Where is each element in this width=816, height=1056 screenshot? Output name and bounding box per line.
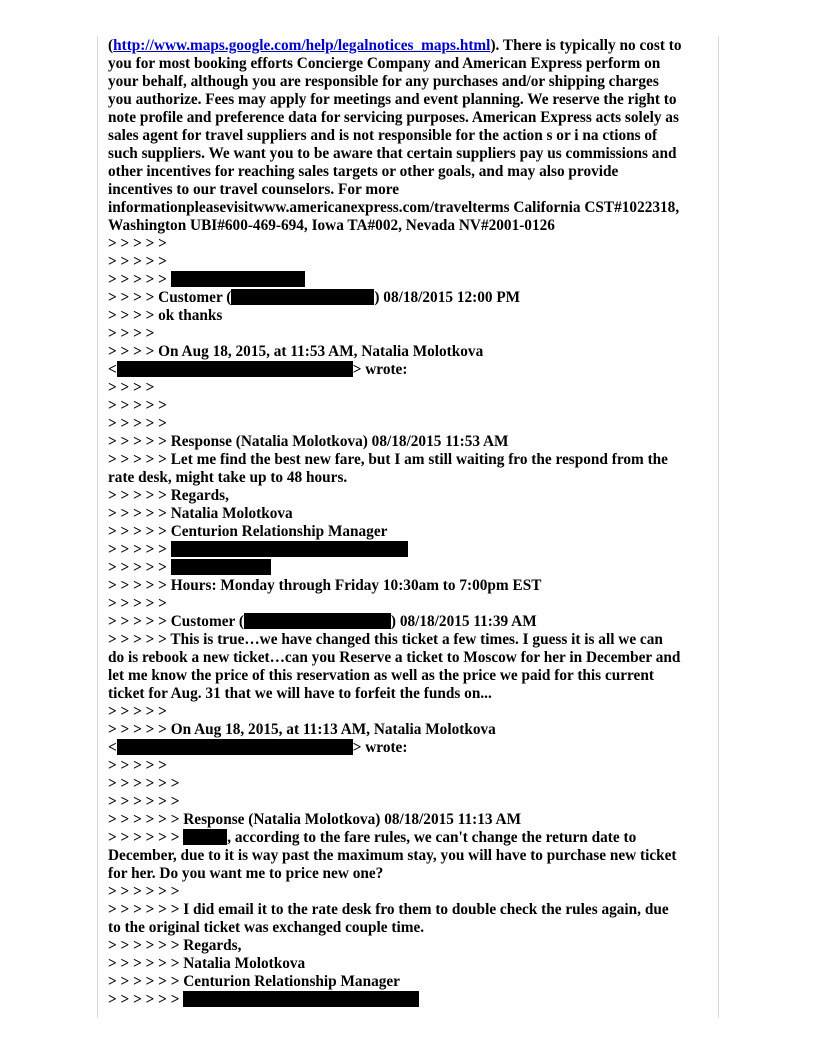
quote-line: > > > > >	[108, 397, 167, 414]
message-line: > > > > ok thanks	[108, 307, 223, 324]
message-line: to the original ticket was exchanged couple time.	[108, 919, 425, 936]
customer-header-line: > > > > Customer ( ) 08/18/2015 12:00 PM	[108, 289, 521, 306]
disclaimer-line: other incentives for reaching sales targets or other goals, and may also provide	[108, 163, 619, 180]
quote-line: > > > > >	[108, 253, 167, 270]
signature-line: > > > > > > Natalia Molotkova	[108, 955, 306, 972]
on-date-line: > > > > > On Aug 18, 2015, at 11:13 AM, Natalia Molotkova	[108, 721, 496, 738]
quote-line: > > > > > >	[108, 775, 180, 792]
disclaimer-line: (http://www.maps.google.com/help/legalnotices_maps.html). There is typically no cost to	[108, 37, 682, 54]
message-line: let me know the price of this reservation as well as the price we paid for this current	[108, 667, 654, 684]
signature-line: > > > > > Regards,	[108, 487, 229, 504]
disclaimer-line: informationpleasevisitwww.americanexpress.com/travelterms California CST#1022318,	[108, 199, 680, 216]
signature-line: > > > > > Natalia Molotkova	[108, 505, 293, 522]
disclaimer-line: note profile and preference data for servicing purposes. American Express acts solely as	[108, 109, 679, 126]
quote-line: > > > > >	[108, 559, 718, 577]
legal-notices-link[interactable]: http://www.maps.google.com/help/legalnotices_maps.html	[113, 37, 491, 54]
message-line: for her. Do you want me to price new one?	[108, 865, 384, 882]
disclaimer-line: you for most booking efforts Concierge Company and American Express perform on	[108, 55, 661, 72]
quote-line: > > > > >	[108, 757, 167, 774]
quote-line: > > > > >	[108, 415, 167, 432]
message-line: > > > > > Let me find the best new fare, but I am still waiting fro the respond from the	[108, 451, 668, 468]
customer-header-line: > > > > > Customer ( ) 08/18/2015 11:39 AM	[108, 613, 537, 630]
response-header-line: > > > > > > Response (Natalia Molotkova) 08/18/2015 11:13 AM	[108, 811, 522, 828]
disclaimer-line: Washington UBI#600-469-694, Iowa TA#002, Nevada NV#2001-0126	[108, 217, 555, 234]
disclaimer-line: your behalf, although you are responsible for any purchases and/or shipping charges	[108, 73, 659, 90]
quote-line: > > > > > >	[108, 793, 180, 810]
email-body	[108, 37, 718, 1009]
redaction-block	[171, 541, 408, 557]
disclaimer-line: such suppliers. We want you to be aware that certain suppliers pay us commissions and	[108, 145, 677, 162]
email-address-line: < > wrote:	[108, 361, 408, 378]
redaction-block	[183, 829, 227, 845]
quote-line: > > > > >	[108, 541, 718, 559]
signature-line: > > > > > > Centurion Relationship Manager	[108, 973, 400, 990]
message-line: > > > > > > , according to the fare rules, we can't change the return date to	[108, 829, 637, 846]
quote-line: > > > > >	[108, 271, 718, 289]
disclaimer-line: you authorize. Fees may apply for meetings and event planning. We reserve the right to	[108, 91, 677, 108]
redaction-block	[117, 361, 353, 377]
message-line: ticket for Aug. 31 that we will have to forfeit the funds on...	[108, 685, 492, 702]
disclaimer-line: sales agent for travel suppliers and is not responsible for the action s or i na ctions of	[108, 127, 658, 144]
redaction-block	[117, 739, 353, 755]
message-line: do is rebook a new ticket…can you Reserve a ticket to Moscow for her in December and	[108, 649, 681, 666]
signature-line: > > > > > Hours: Monday through Friday 10:30am to 7:00pm EST	[108, 577, 542, 594]
message-line: > > > > > > I did email it to the rate desk fro them to double check the rules again, due	[108, 901, 669, 918]
quote-line: > > > > >	[108, 703, 167, 720]
quote-line: > > > > > >	[108, 883, 180, 900]
email-address-line: < > wrote:	[108, 739, 408, 756]
on-date-line: > > > > On Aug 18, 2015, at 11:53 AM, Natalia Molotkova	[108, 343, 484, 360]
redaction-block	[231, 289, 374, 305]
message-line: rate desk, might take up to 48 hours.	[108, 469, 348, 486]
message-line: December, due to it is way past the maximum stay, you will have to purchase new ticket	[108, 847, 677, 864]
redaction-block	[183, 991, 419, 1007]
signature-line: > > > > > > Regards,	[108, 937, 242, 954]
redaction-block	[171, 271, 305, 287]
disclaimer-line: incentives to our travel counselors. For more	[108, 181, 400, 198]
signature-line: > > > > > Centurion Relationship Manager	[108, 523, 388, 540]
right-margin-rule	[718, 36, 719, 1018]
quote-line: > > > > >	[108, 235, 167, 252]
redaction-block	[171, 559, 271, 575]
response-header-line: > > > > > Response (Natalia Molotkova) 08/18/2015 11:53 AM	[108, 433, 509, 450]
quote-line: > > > > > >	[108, 991, 718, 1009]
quote-line: > > > > >	[108, 595, 167, 612]
message-line: > > > > > This is true…we have changed this ticket a few times. I guess it is all we can	[108, 631, 663, 648]
quote-line: > > > >	[108, 325, 155, 342]
quote-line: > > > >	[108, 379, 155, 396]
redaction-block	[244, 613, 391, 629]
left-margin-rule	[97, 36, 98, 1018]
